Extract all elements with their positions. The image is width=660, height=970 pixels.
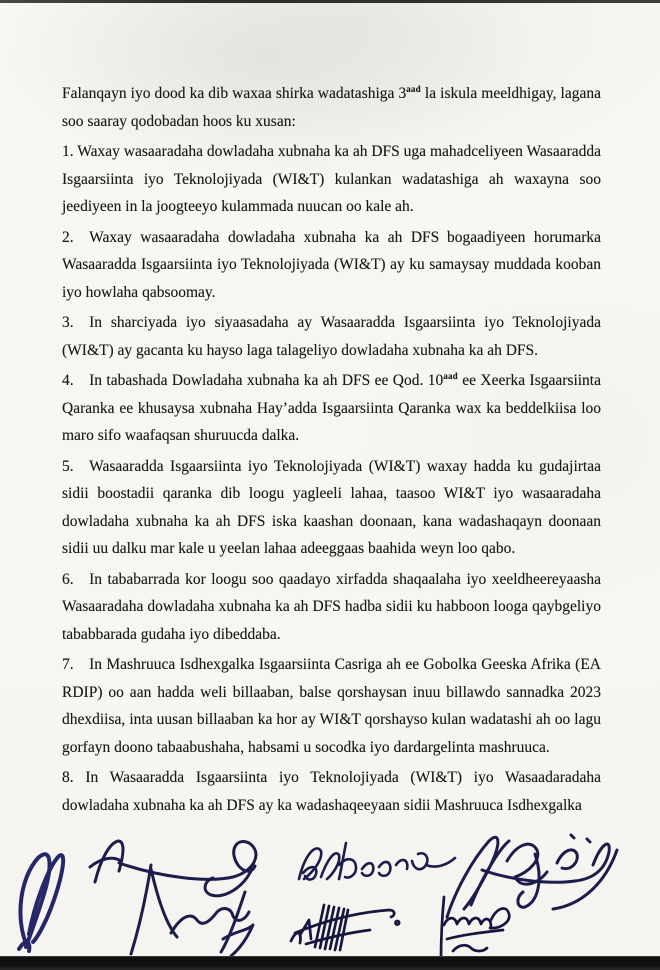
numbered-paragraph-3: 3. In sharciyada iyo siyaasadaha ay Wasaaradda Isgaarsiinta iyo Teknolojiyada (WI&T) ay gacanta ku hayso laga talageliyo dowladaha xubnaha ka ah DFS. xyxy=(62,314,601,359)
signature-5 xyxy=(447,835,617,917)
numbered-paragraph-7: 7. In Mashruuca Isdhexgalka Isgaarsiinta Casriga ah ee Gobolka Geeska Afrika (EA RDIP) oo aan hadda weli billaaban, balse qorshaysan inuu billawdo sannadka 2023 dhexdiisa, inta uusan billaaban ka hor ay WI&T qorshayso kulan wadatashi ah oo lagu gorfayn doono tabaabushaha, habsami u socodka iyo dardargelinta mashruuca. xyxy=(62,656,601,756)
signature-4 xyxy=(291,905,399,950)
numbered-paragraph-4: 4. In tabashada Dowladaha xubnaha ka ah DFS ee Qod. $10^{aad}$ ee Xeerka Isgaarsiinta Qaranka ee khusaysa xubnaha Hay’adda Isgaarsiinta Qaranka wax ka beddelkiisa loo maro sifo waafaqsan shuruucda dalka. xyxy=(62,370,601,444)
ordinal-superscript: aad xyxy=(443,370,458,381)
bottom-edge xyxy=(0,956,660,970)
signature-2 xyxy=(90,841,256,956)
signature-1 xyxy=(19,854,63,951)
numbered-paragraph-2: 2. Waxay wasaaradaha dowladaha xubnaha ka ah DFS bogaadiyeen horumarka Wasaaradda Isgaarsiinta iyo Teknolojiyada (WI&T) ay ku samaysay muddada kooban iyo howlaha qabsoomay. xyxy=(62,228,601,301)
signature-3 xyxy=(299,843,455,880)
numbered-paragraph-5: 5. Wasaaradda Isgaarsiinta iyo Teknolojiyada (WI&T) waxay hadda ku gudajirtaa sidii boostadii qaranka dib loogu yagleeli lahaa, taasoo WI&T iyo wasaaradaha dowladaha xubnaha ka ah DFS iska kaashan doonaan, kana wadashaqayn doonaan sidii uu dalku mar kale u yeelan lahaa adeeggaas baahida weyn loo qabo. xyxy=(62,457,601,557)
top-edge xyxy=(0,0,660,3)
ordinal-superscript: aad xyxy=(406,83,421,94)
numbered-paragraph-8: 8. In Wasaaradda Isgaarsiinta iyo Teknolojiyada (WI&T) iyo Wasaadaradaha dowladaha xubnaha ka ah DFS ay ka wadashaqeeyaan sidii Mashruuca Isdhexgalka xyxy=(62,769,601,814)
intro-text: Falanqayn iyo dood ka dib waxaa shirka wadatashiga 3 xyxy=(62,85,407,102)
signatures-block xyxy=(0,820,660,970)
numbered-paragraph-1: 1. Waxay wasaaradaha dowladaha xubnaha ka ah DFS uga mahadceliyeen Wasaaradda Isgaarsiinta iyo Teknolojiyada (WI&T) kulankan wadatashiga ah waxayna soo jeediyeen in la joogteeyo kulammada nuucan oo kale ah. xyxy=(62,143,601,215)
numbered-paragraph-6: 6. In tababarrada kor loogu soo qaadayo xirfadda shaqaalaha iyo xeeldheereyaasha Wasaaradaha dowladaha xubnaha ka ah DFS hadba sidii ku habboon looga qaybgeliyo tababbarada gudaha iyo dibeddaba. xyxy=(62,570,601,643)
intro-paragraph xyxy=(62,80,601,135)
document-text xyxy=(62,80,601,822)
intro-text-cont: la iskula meeldhigay, lagana soo saaray qodobadan hoos ku xusan: xyxy=(62,85,601,130)
